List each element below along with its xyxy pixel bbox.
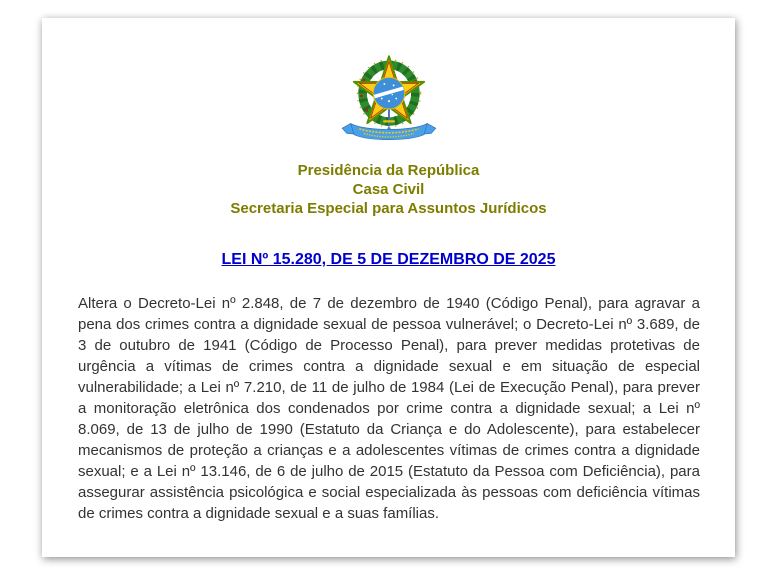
org-line-casa-civil: Casa Civil [352, 181, 425, 198]
org-line-presidencia: Presidência da República [297, 162, 480, 179]
title-row [42, 251, 735, 269]
document-page [42, 18, 735, 557]
org-header [42, 161, 735, 218]
org-line-secretaria: Secretaria Especial para Assuntos Jurídicos [230, 200, 547, 217]
law-title-link[interactable]: LEI Nº 15.280, DE 5 DE DEZEMBRO DE 2025 [221, 251, 556, 268]
emblem-wrap [42, 55, 735, 141]
law-ementa-text: Altera o Decreto-Lei nº 2.848, de 7 de dezembro de 1940 (Código Penal), para agravar a pena dos crimes contra a dignidade sexual de pessoa vulnerável; o Decreto-Lei nº 3.689, de 3 de outubro de 1941 (Código de Processo Penal), para prever medidas protetivas de urgência a vítimas de crimes contra a dignidade sexual e em situação de especial vulnerabilidade; a Lei nº 7.210, de 11 de julho de 1984 (Lei de Execução Penal), para prever a monitoração eletrônica dos condenados por crime contra a dignidade sexual; a Lei nº 8.069, de 13 de julho de 1990 (Estatuto da Criança e do Adolescente), para estabelecer mecanismos de proteção a crianças e a adolescentes vítimas de crimes contra a dignidade sexual; e a Lei nº 13.146, de 6 de julho de 2015 (Estatuto da Pessoa com Deficiência), para assegurar assistência psicológica e social especializada às pessoas com deficiência vítimas de crimes contra a dignidade sexual e a suas famílias. [78, 295, 700, 522]
brazil-coat-of-arms-icon [323, 55, 455, 142]
